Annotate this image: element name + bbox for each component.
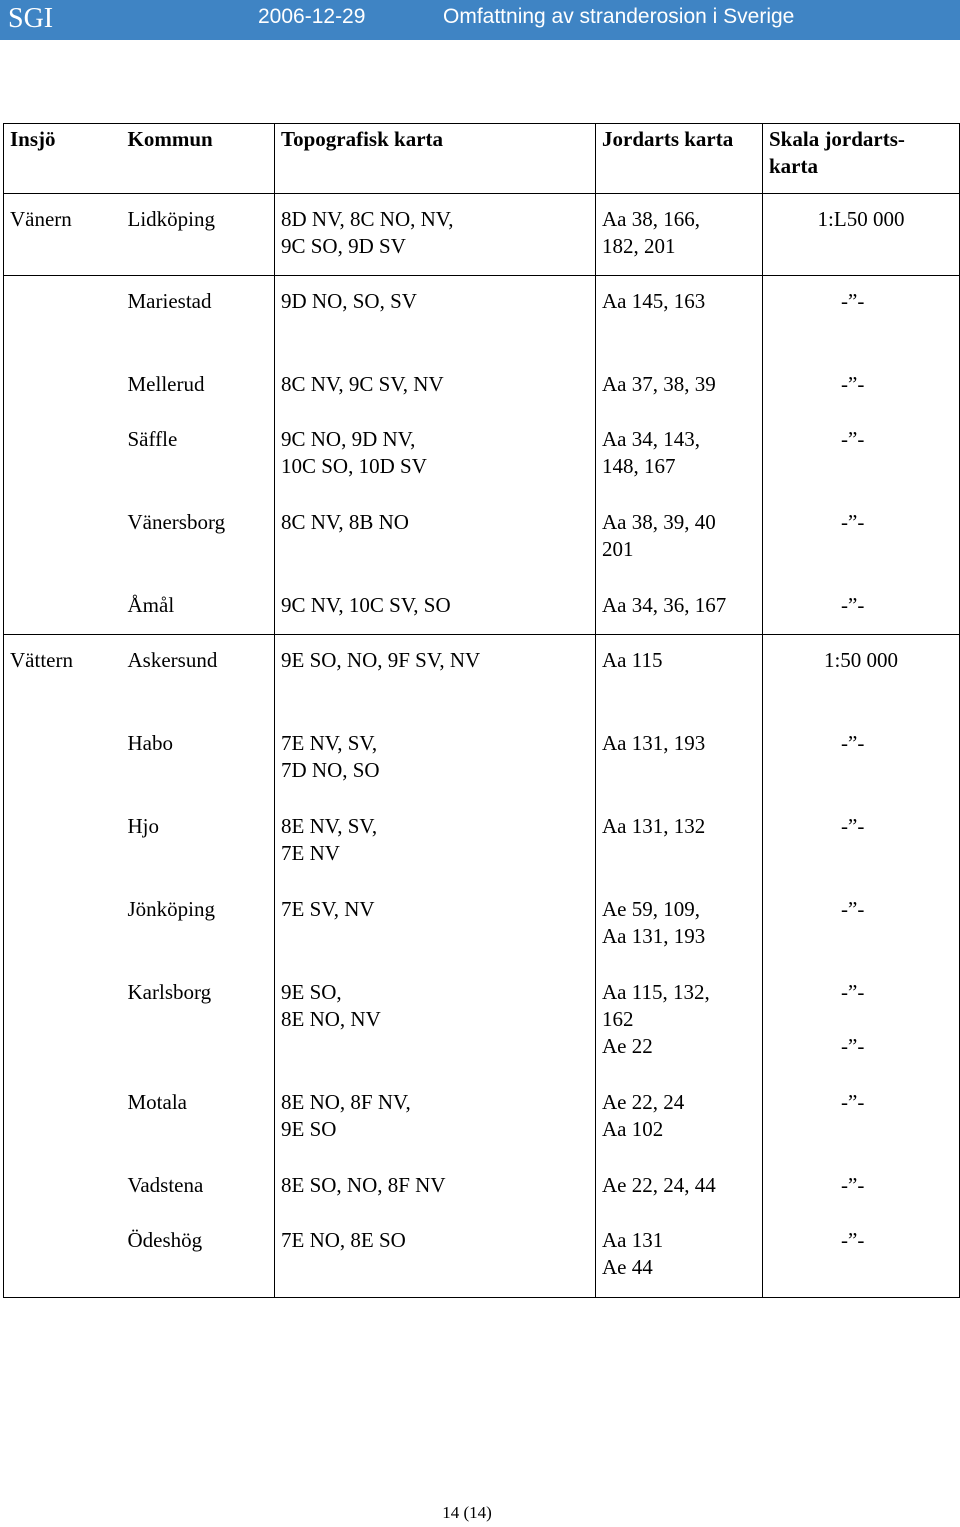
scale-cell: -”- -”-: [763, 967, 960, 1077]
table-row: [4, 359, 960, 414]
municipality-cell: Åmål: [127, 592, 175, 617]
lake-cell: [4, 276, 122, 359]
column-header-lake: Insjö: [4, 124, 122, 194]
header-date: 2006-12-29: [258, 5, 366, 28]
municipality-cell: Motala: [127, 1089, 187, 1114]
topographic-map-cell: 9E SO, 8E NO, NV: [275, 967, 596, 1077]
soil-map-cell: Aa 131 Ae 44: [596, 1215, 763, 1298]
table-row: [4, 1077, 960, 1160]
scale-cell: -”-: [763, 1160, 960, 1215]
topographic-map-cell: 9C NV, 10C SV, SO: [275, 580, 596, 635]
table-row: [4, 276, 960, 359]
scale-cell: 1:50 000: [763, 635, 960, 718]
lake-cell: [4, 967, 122, 1077]
soil-map-cell: Aa 145, 163: [596, 276, 763, 359]
topographic-map-cell: 8D NV, 8C NO, NV, 9C SO, 9D SV: [275, 194, 596, 276]
lake-cell: [4, 414, 122, 497]
scale-cell: -”-: [763, 359, 960, 414]
scale-cell: -”-: [763, 801, 960, 884]
scale-cell: -”-: [763, 1215, 960, 1298]
topographic-map-cell: 9E SO, NO, 9F SV, NV: [275, 635, 596, 718]
scale-cell: -”-: [763, 884, 960, 967]
table-row: [4, 801, 960, 884]
topographic-map-cell: 8C NV, 9C SV, NV: [275, 359, 596, 414]
municipality-cell: Mariestad: [127, 289, 212, 313]
lake-cell: [4, 1160, 122, 1215]
topographic-map-cell: 9C NO, 9D NV, 10C SO, 10D SV: [275, 414, 596, 497]
soil-map-cell: Ae 22, 24 Aa 102: [596, 1077, 763, 1160]
municipality-cell: Mellerud: [127, 371, 205, 396]
table-header-row: [4, 124, 960, 194]
table-row: [4, 497, 960, 580]
topographic-map-cell: 8E NV, SV, 7E NV: [275, 801, 596, 884]
soil-map-cell: Aa 115: [596, 635, 763, 718]
lake-cell: [4, 580, 122, 635]
table-row: [4, 884, 960, 967]
table-row: [4, 967, 960, 1077]
soil-map-cell: Aa 38, 166, 182, 201: [596, 194, 763, 276]
soil-map-cell: Ae 22, 24, 44: [596, 1160, 763, 1215]
topographic-map-cell: 7E SV, NV: [275, 884, 596, 967]
soil-map-cell: Aa 115, 132, 162 Ae 22: [596, 967, 763, 1077]
lake-cell: Vänern: [4, 194, 122, 276]
lake-cell: [4, 1215, 122, 1298]
topographic-map-cell: 8E SO, NO, 8F NV: [275, 1160, 596, 1215]
table-row: [4, 1160, 960, 1215]
table-row: [4, 718, 960, 801]
page-header: [0, 0, 960, 40]
scale-cell: -”-: [763, 276, 960, 359]
header-title: Omfattning av stranderosion i Sverige: [443, 5, 795, 28]
page-footer: [0, 1503, 960, 1523]
municipality-cell: Karlsborg: [127, 979, 212, 1004]
municipality-cell: Askersund: [127, 648, 218, 672]
lake-cell: [4, 801, 122, 884]
municipality-cell: Hjo: [127, 813, 159, 838]
lake-cell: [4, 359, 122, 414]
soil-map-cell: Aa 38, 39, 40 201: [596, 497, 763, 580]
sgi-logo: SGI: [8, 3, 54, 34]
soil-map-cell: Aa 131, 193: [596, 718, 763, 801]
page-number: 14 (14): [442, 1503, 492, 1522]
table-row: [4, 194, 960, 276]
soil-map-cell: Aa 131, 132: [596, 801, 763, 884]
municipality-cell: Ödeshög: [127, 1227, 203, 1252]
topographic-map-cell: 7E NV, SV, 7D NO, SO: [275, 718, 596, 801]
column-header-topographic-map: Topografisk karta: [275, 124, 596, 194]
lake-cell: Vättern: [4, 635, 122, 718]
table-row: [4, 1215, 960, 1298]
soil-map-cell: Aa 34, 36, 167: [596, 580, 763, 635]
scale-cell: -”-: [763, 497, 960, 580]
table-row: [4, 580, 960, 635]
topographic-map-cell: 8C NV, 8B NO: [275, 497, 596, 580]
lake-cell: [4, 718, 122, 801]
topographic-map-cell: 9D NO, SO, SV: [275, 276, 596, 359]
municipality-cell: Lidköping: [127, 207, 215, 231]
topographic-map-cell: 7E NO, 8E SO: [275, 1215, 596, 1298]
column-header-soil-map-scale: Skala jordarts-karta: [763, 124, 960, 194]
table-row: [4, 414, 960, 497]
soil-map-cell: Aa 37, 38, 39: [596, 359, 763, 414]
municipality-cell: Säffle: [127, 426, 178, 451]
soil-map-cell: Aa 34, 143, 148, 167: [596, 414, 763, 497]
municipality-cell: Vadstena: [127, 1172, 204, 1197]
scale-cell: -”-: [763, 414, 960, 497]
municipality-cell: Jönköping: [127, 896, 216, 921]
municipality-cell: Vänersborg: [127, 509, 226, 534]
lake-map-table: [3, 123, 960, 1298]
soil-map-cell: Ae 59, 109, Aa 131, 193: [596, 884, 763, 967]
column-header-soil-map: Jordarts karta: [596, 124, 763, 194]
table-row: [4, 635, 960, 718]
municipality-cell: Habo: [127, 730, 173, 755]
scale-cell: -”-: [763, 580, 960, 635]
topographic-map-cell: 8E NO, 8F NV, 9E SO: [275, 1077, 596, 1160]
lake-cell: [4, 497, 122, 580]
column-header-municipality: Kommun: [127, 127, 213, 151]
scale-cell: -”-: [763, 718, 960, 801]
scale-cell: -”-: [763, 1077, 960, 1160]
lake-cell: [4, 884, 122, 967]
lake-cell: [4, 1077, 122, 1160]
scale-cell: 1:L50 000: [763, 194, 960, 276]
